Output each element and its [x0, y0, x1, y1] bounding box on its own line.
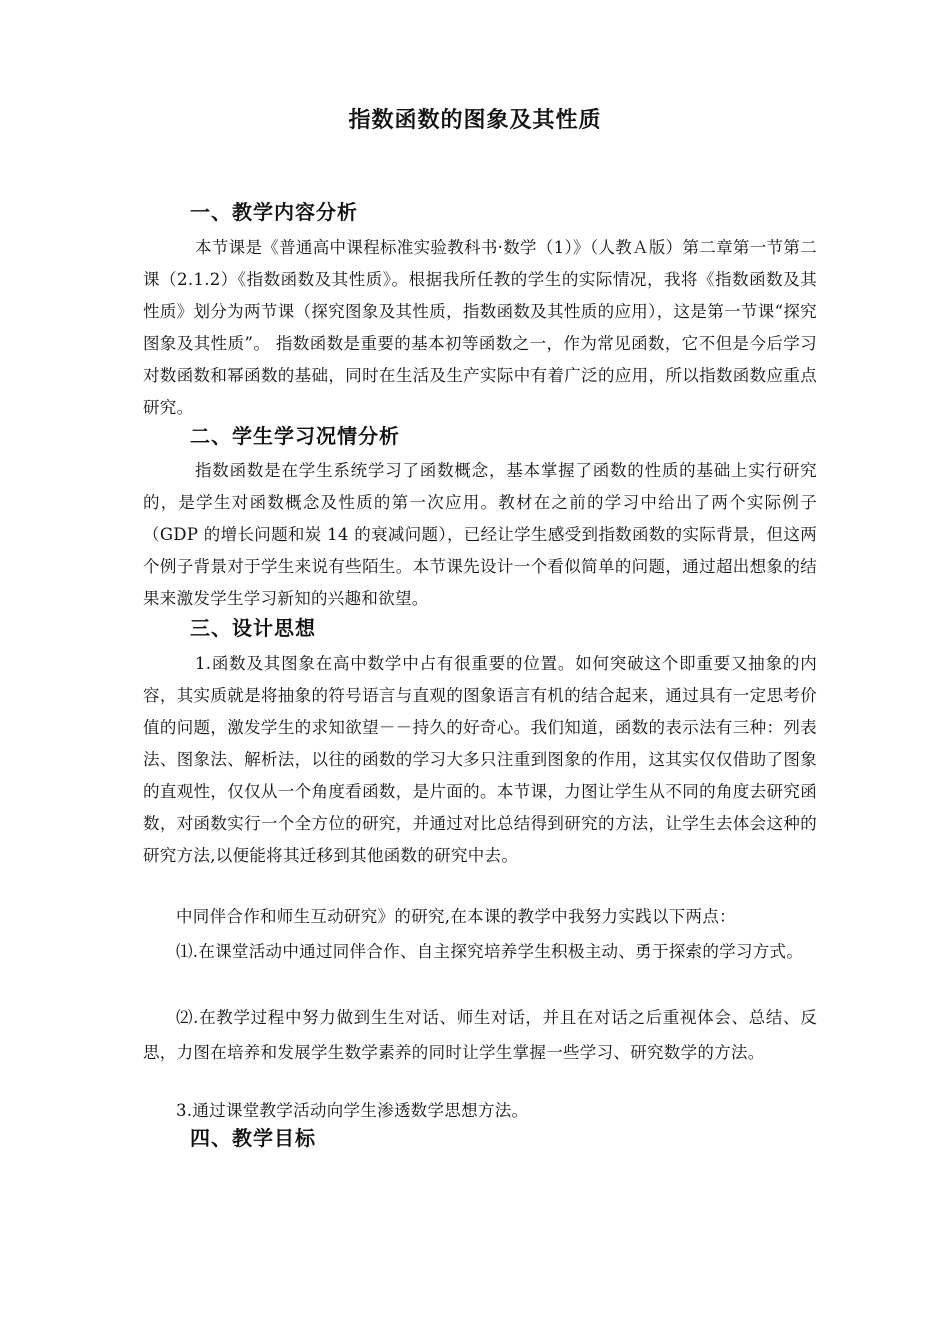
paragraph-student-analysis: 指数函数是在学生系统学习了函数概念，基本掌握了函数的性质的基础上实行研究的，是学生对函数概念及性质的第一次应用。教材在之前的学习中给出了两个实际例子（GDP 的增长问题和炭 14 的衰减问题），已经让学生感受到指数函数的实际背景，但这两个例子背景对于学生来说有些陌生。本节课先设计一个看似简单的问题，通过超出想象的结果来激发学生学习新知的兴趣和欲望。: [143, 461, 817, 608]
section-heading-student-analysis: 二、学生学习况情分析: [190, 424, 400, 448]
paragraph-content-analysis: 本节课是《普通高中课程标准实验教科书·数学（1）》（人教Ａ版）第二章第一节第二课（2.1.2）《指数函数及其性质》。根据我所任教的学生的实际情况，我将《指数函数及其性质》划分为两节课（探究图象及其性质，指数函数及其性质的应用），这是第一节课“探究图象及其性质”。 指数函数是重要的基本初等函数之一，作为常见函数，它不但是今后学习对数函数和幂函数的基础，同时在生活及生产实际中有着广泛的应用，所以指数函数应重点研究。: [143, 238, 817, 417]
paragraph-design-idea-5: 3.通过课堂教学活动向学生渗透数学思想方法。: [176, 1101, 529, 1120]
paragraph-design-idea-3: ⑴.在课堂活动中通过同伴合作、自主探究培养学生积极主动、勇于探索的学习方式。: [176, 942, 804, 961]
section-heading-design-idea: 三、设计思想: [190, 616, 316, 640]
paragraph-design-idea-2: 中同伴合作和师生互动研究》的研究,在本课的教学中我努力实践以下两点：: [176, 907, 736, 926]
section-heading-teaching-goals: 四、教学目标: [190, 1126, 316, 1150]
paragraph-design-idea-1: 1.函数及其图象在高中数学中占有很重要的位置。如何突破这个即重要又抽象的内容，其实质就是将抽象的符号语言与直观的图象语言有机的结合起来，通过具有一定思考价值的问题，激发学生的求知欲望－－持久的好奇心。我们知道，函数的表示法有三种：列表法、图象法、解析法，以往的函数的学习大多只注重到图象的作用，这其实仅仅借助了图象的直观性，仅仅从一个角度看函数，是片面的。本节课，力图让学生从不同的角度去研究函数，对函数实行一个全方位的研究，并通过对比总结得到研究的方法，让学生去体会这种的研究方法,以便能将其迁移到其他函数的研究中去。: [143, 654, 817, 865]
section-heading-content-analysis: 一、教学内容分析: [190, 200, 358, 224]
paragraph-design-idea-4: ⑵.在教学过程中努力做到生生对话、师生对话，并且在对话之后重视体会、总结、反思，力图在培养和发展学生数学素养的同时让学生掌握一些学习、研究数学的方法。: [143, 1008, 817, 1062]
document-title: 指数函数的图象及其性质: [348, 108, 602, 133]
